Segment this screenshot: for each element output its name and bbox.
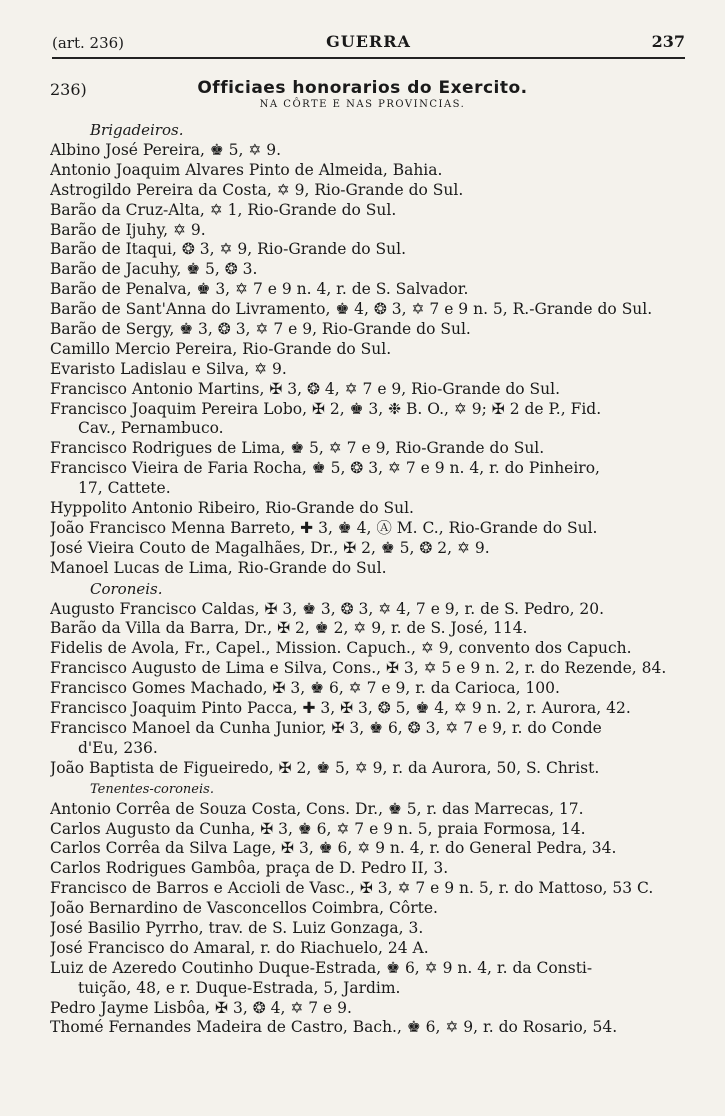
section-number: 236): [50, 80, 87, 99]
officer-entry: Barão de Penalva, ♚ 3, ✡ 7 e 9 n. 4, r. de S. Salvador.: [50, 280, 469, 299]
section-title: Officiaes honorarios do Exercito.: [197, 78, 528, 98]
officer-list: [50, 120, 690, 1038]
officer-entry: Thomé Fernandes Madeira de Castro, Bach., ♚ 6, ✡ 9, r. do Rosario, 54.: [50, 1018, 618, 1037]
officer-entry: Hyppolito Antonio Ribeiro, Rio-Grande do Sul.: [50, 499, 414, 518]
officer-entry: Antonio Corrêa de Souza Costa, Cons. Dr., ♚ 5, r. das Marrecas, 17.: [50, 799, 584, 818]
officer-entry: Barão de Jacuhy, ♚ 5, ❂ 3.: [50, 260, 258, 279]
group-heading: Brigadeiros.: [90, 121, 184, 139]
officer-entry: José Francisco do Amaral, r. do Riachuelo, 24 A.: [50, 938, 429, 957]
chapter-title: GUERRA: [326, 32, 411, 51]
group-heading: Tenentes-coroneis.: [90, 781, 214, 797]
officer-entry: Manoel Lucas de Lima, Rio-Grande do Sul.: [50, 558, 387, 577]
officer-entry: Francisco Joaquim Pinto Pacca, ✚ 3, ✠ 3, ❂ 5, ♚ 4, ✡ 9 n. 2, r. Aurora, 42.: [50, 699, 631, 718]
group-heading: Coroneis.: [90, 579, 163, 598]
officer-entry: Barão da Villa da Barra, Dr., ✠ 2, ♚ 2, ✡ 9, r. de S. José, 114.: [50, 619, 528, 638]
officer-entry: Pedro Jayme Lisbôa, ✠ 3, ❂ 4, ✡ 7 e 9.: [50, 998, 352, 1017]
officer-entry: Barão de Ijuhy, ✡ 9.: [50, 220, 206, 239]
officer-entry: João Baptista de Figueiredo, ✠ 2, ♚ 5, ✡ 9, r. da Aurora, 50, S. Christ.: [50, 758, 600, 777]
entry-continuation: 17, Cattete.: [78, 479, 171, 498]
officer-entry: Francisco Rodrigues de Lima, ♚ 5, ✡ 7 e 9, Rio-Grande do Sul.: [50, 439, 545, 458]
officer-entry: Augusto Francisco Caldas, ✠ 3, ♚ 3, ❂ 3, ✡ 4, 7 e 9, r. de S. Pedro, 20.: [50, 599, 605, 618]
officer-entry: Albino José Pereira, ♚ 5, ✡ 9.: [50, 141, 282, 159]
officer-entry: Carlos Rodrigues Gambôa, praça de D. Pedro II, 3.: [50, 859, 449, 878]
officer-entry: Francisco Antonio Martins, ✠ 3, ❂ 4, ✡ 7 e 9, Rio-Grande do Sul.: [50, 379, 561, 398]
officer-entry: Carlos Corrêa da Silva Lage, ✠ 3, ♚ 6, ✡ 9 n. 4, r. do General Pedra, 34.: [50, 839, 617, 858]
officer-entry: Barão de Sergy, ♚ 3, ❂ 3, ✡ 7 e 9, Rio-Grande do Sul.: [50, 320, 471, 339]
officer-entry: Camillo Mercio Pereira, Rio-Grande do Sul.: [50, 339, 392, 358]
officer-entry: Francisco Joaquim Pereira Lobo, ✠ 2, ♚ 3, ❉ B. O., ✡ 9; ✠ 2 de P., Fid.: [50, 399, 602, 418]
officer-entry: José Basilio Pyrrho, trav. de S. Luiz Gonzaga, 3.: [50, 918, 424, 937]
officer-entry: Astrogildo Pereira da Costa, ✡ 9, Rio-Grande do Sul.: [50, 180, 464, 199]
running-head: [52, 30, 685, 58]
section-subtitle: NA CÔRTE E NAS PROVINCIAS.: [259, 99, 466, 110]
entry-continuation: d'Eu, 236.: [78, 738, 158, 757]
officer-entry: Barão de Sant'Anna do Livramento, ♚ 4, ❂ 3, ✡ 7 e 9 n. 5, R.-Grande do Sul.: [50, 300, 653, 319]
officer-entry: Barão da Cruz-Alta, ✡ 1, Rio-Grande do Sul.: [50, 200, 397, 219]
page-number: 237: [651, 32, 685, 51]
officer-entry: José Vieira Couto de Magalhães, Dr., ✠ 2, ♚ 5, ❂ 2, ✡ 9.: [50, 538, 490, 557]
header-rule: [52, 57, 685, 59]
officer-entry: Francisco de Barros e Accioli de Vasc., ✠ 3, ✡ 7 e 9 n. 5, r. do Mattoso, 53 C.: [50, 879, 654, 898]
officer-entry: Francisco Gomes Machado, ✠ 3, ♚ 6, ✡ 7 e 9, r. da Carioca, 100.: [50, 679, 560, 698]
article-reference: (art. 236): [52, 34, 125, 52]
officer-entry: Francisco Manoel da Cunha Junior, ✠ 3, ♚ 6, ❂ 3, ✡ 7 e 9, r. do Conde: [50, 718, 602, 737]
officer-entry: João Francisco Menna Barreto, ✚ 3, ♚ 4, Ⓐ M. C., Rio-Grande do Sul.: [50, 518, 598, 537]
officer-entry: Barão de Itaqui, ❂ 3, ✡ 9, Rio-Grande do Sul.: [50, 240, 407, 259]
officer-entry: João Bernardino de Vasconcellos Coimbra, Côrte.: [50, 899, 438, 918]
officer-entry: Antonio Joaquim Alvares Pinto de Almeida, Bahia.: [50, 160, 443, 179]
officer-entry: Francisco Augusto de Lima e Silva, Cons., ✠ 3, ✡ 5 e 9 n. 2, r. do Rezende, 84.: [50, 659, 667, 678]
officer-entry: Francisco Vieira de Faria Rocha, ♚ 5, ❂ 3, ✡ 7 e 9 n. 4, r. do Pinheiro,: [50, 459, 600, 478]
entry-continuation: tuição, 48, e r. Duque-Estrada, 5, Jardim.: [78, 978, 401, 997]
officer-entry: Fidelis de Avola, Fr., Capel., Mission. Capuch., ✡ 9, convento dos Capuch.: [50, 639, 632, 658]
entry-continuation: Cav., Pernambuco.: [78, 419, 224, 438]
officer-entry: Carlos Augusto da Cunha, ✠ 3, ♚ 6, ✡ 7 e 9 n. 5, praia Formosa, 14.: [50, 819, 586, 838]
officer-entry: Luiz de Azeredo Coutinho Duque-Estrada, ♚ 6, ✡ 9 n. 4, r. da Consti-: [50, 958, 593, 977]
officer-entry: Evaristo Ladislau e Silva, ✡ 9.: [50, 359, 287, 378]
